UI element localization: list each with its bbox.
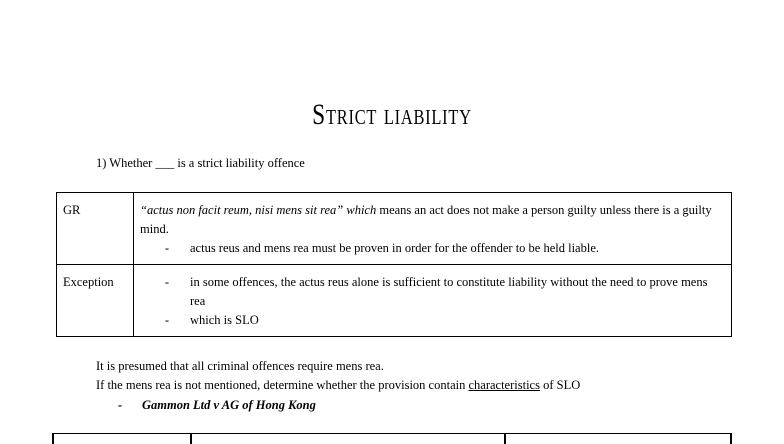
list-item: - which is SLO [164, 313, 259, 327]
paragraph-characteristics: If the mens rea is not mentioned, determine whether the provision contain characteristics of SLO [96, 378, 581, 392]
table-row [57, 193, 732, 265]
list-item: - actus reus and mens rea must be proven in order for the offender to be held liable. [164, 241, 600, 255]
exception-label: Exception [57, 265, 134, 337]
gr-content [134, 193, 732, 265]
table-row [57, 265, 732, 337]
table-border [730, 434, 732, 444]
list-item: - in some offences, the actus reus alone is sufficient to constitute liability without the need to prove mens rea [164, 275, 708, 308]
rule-table [56, 192, 732, 337]
table-border [504, 434, 506, 444]
paragraph-presumption: It is presumed that all criminal offences require mens rea. [96, 359, 384, 373]
question-line: 1) Whether ___ is a strict liability offence [96, 156, 305, 170]
gr-quote: “actus non facit reum, nisi mens sit rea” which [140, 203, 377, 217]
characteristics-link[interactable]: characteristics [468, 378, 540, 392]
exception-content [134, 265, 732, 337]
gr-label: GR [57, 193, 134, 265]
next-table-edge [52, 433, 732, 444]
gr-rest: means an act does not make a person guilty unless there is a guilty mind. [140, 203, 712, 236]
table-border [52, 434, 54, 444]
case-citation: - Gammon Ltd v AG of Hong Kong [118, 398, 316, 412]
page-title: Strict liability [312, 98, 472, 131]
table-border [190, 434, 192, 444]
gr-text [140, 201, 725, 239]
